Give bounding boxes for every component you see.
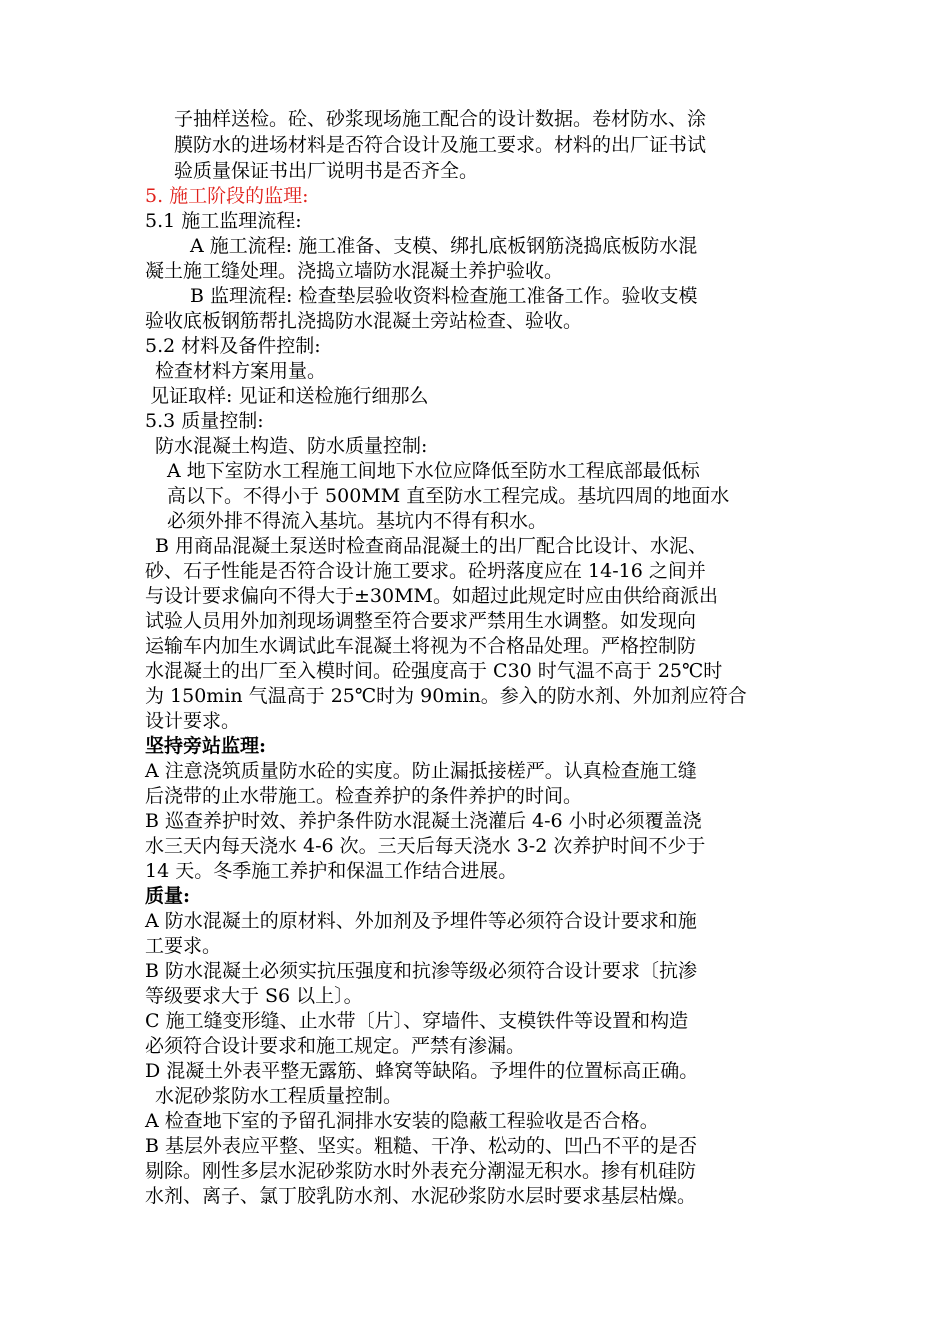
text-line: A 地下室防水工程施工间地下水位应降低至防水工程底部最低标: [167, 460, 700, 482]
text-line: 验质量保证书出厂说明书是否齐全。: [174, 160, 479, 182]
text-line: 检查材料方案用量。: [155, 360, 327, 382]
text-line: A 防水混凝土的原材料、外加剂及予埋件等必须符合设计要求和施: [145, 910, 697, 932]
text-line: A 施工流程: 施工准备、支模、绑扎底板钢筋浇捣底板防水混: [190, 235, 698, 257]
text-line: 试验人员用外加剂现场调整至符合要求严禁用生水调整。如发现向: [145, 610, 697, 632]
text-line: C 施工缝变形缝、止水带〔片〕、穿墙件、支模铁件等设置和构造: [145, 1010, 689, 1032]
text-line: A 检查地下室的予留孔洞排水安装的隐蔽工程验收是否合格。: [145, 1110, 659, 1132]
text-line: 必须外排不得流入基坑。基坑内不得有积水。: [167, 510, 548, 532]
text-line: D 混凝土外表平整无露筋、蜂窝等缺陷。予埋件的位置标高正确。: [145, 1060, 699, 1082]
text-line: 高以下。不得小于 500MM 直至防水工程完成。基坑四周的地面水: [167, 485, 730, 507]
text-line: 凝土施工缝处理。浇捣立墙防水混凝土养护验收。: [145, 260, 564, 282]
text-line: 见证取样: 见证和送检施行细那么: [150, 385, 429, 407]
text-line: 砂、石子性能是否符合设计施工要求。砼坍落度应在 14-16 之间并: [145, 560, 706, 582]
text-line: 工要求。: [145, 935, 222, 957]
chapter-heading: 5. 施工阶段的监理:: [145, 185, 309, 207]
text-line: 等级要求大于 S6 以上〕。: [145, 985, 363, 1007]
text-line: 14 天。冬季施工养护和保温工作结合进展。: [145, 860, 518, 882]
text-line: 必须符合设计要求和施工规定。严禁有渗漏。: [145, 1035, 526, 1057]
text-line: 剔除。刚性多层水泥砂浆防水时外表充分潮湿无积水。掺有机硅防: [145, 1160, 697, 1182]
text-line: B 监理流程: 检查垫层验收资料检查施工准备工作。验收支模: [190, 285, 698, 307]
text-line: B 用商品混凝土泵送时检查商品混凝土的出厂配合比设计、水泥、: [155, 535, 708, 557]
section-heading: 坚持旁站监理:: [145, 735, 267, 757]
text-line: 后浇带的止水带施工。检查养护的条件养护的时间。: [145, 785, 583, 807]
text-line: 水剂、离子、氯丁胶乳防水剂、水泥砂浆防水层时要求基层枯燥。: [145, 1185, 697, 1207]
text-line: 防水混凝土构造、防水质量控制:: [155, 435, 428, 457]
text-line: 5.3 质量控制:: [145, 410, 264, 432]
text-line: 运输车内加生水调试此车混凝土将视为不合格品处理。严格控制防: [145, 635, 697, 657]
text-line: 子抽样送检。砼、砂浆现场施工配合的设计数据。卷材防水、涂: [174, 108, 707, 130]
text-line: 膜防水的进场材料是否符合设计及施工要求。材料的出厂证书试: [174, 134, 707, 156]
text-line: 与设计要求偏向不得大于±30MM。如超过此规定时应由供给商派出: [145, 585, 719, 607]
text-line: 水混凝土的出厂至入模时间。砼强度高于 C30 时气温不高于 25℃时: [145, 660, 723, 682]
text-line: 水三天内每天浇水 4-6 次。三天后每天浇水 3-2 次养护时间不少于: [145, 835, 706, 857]
text-line: B 巡查养护时效、养护条件防水混凝土浇灌后 4-6 小时必须覆盖浇: [145, 810, 702, 832]
text-line: 为 150min 气温高于 25℃时为 90min。参入的防水剂、外加剂应符合: [145, 685, 747, 707]
text-line: B 防水混凝土必须实抗压强度和抗渗等级必须符合设计要求〔抗渗: [145, 960, 698, 982]
text-line: 水泥砂浆防水工程质量控制。: [155, 1085, 403, 1107]
text-line: 验收底板钢筋帮扎浇捣防水混凝土旁站检查、验收。: [145, 310, 583, 332]
text-line: 5.1 施工监理流程:: [145, 210, 302, 232]
section-heading: 质量:: [145, 885, 191, 907]
text-line: A 注意浇筑质量防水砼的实度。防止漏抵接槎严。认真检查施工缝: [145, 760, 697, 782]
text-line: B 基层外表应平整、坚实。粗糙、干净、松动的、凹凸不平的是否: [145, 1135, 698, 1157]
text-line: 设计要求。: [145, 710, 241, 732]
text-line: 5.2 材料及备件控制:: [145, 335, 321, 357]
